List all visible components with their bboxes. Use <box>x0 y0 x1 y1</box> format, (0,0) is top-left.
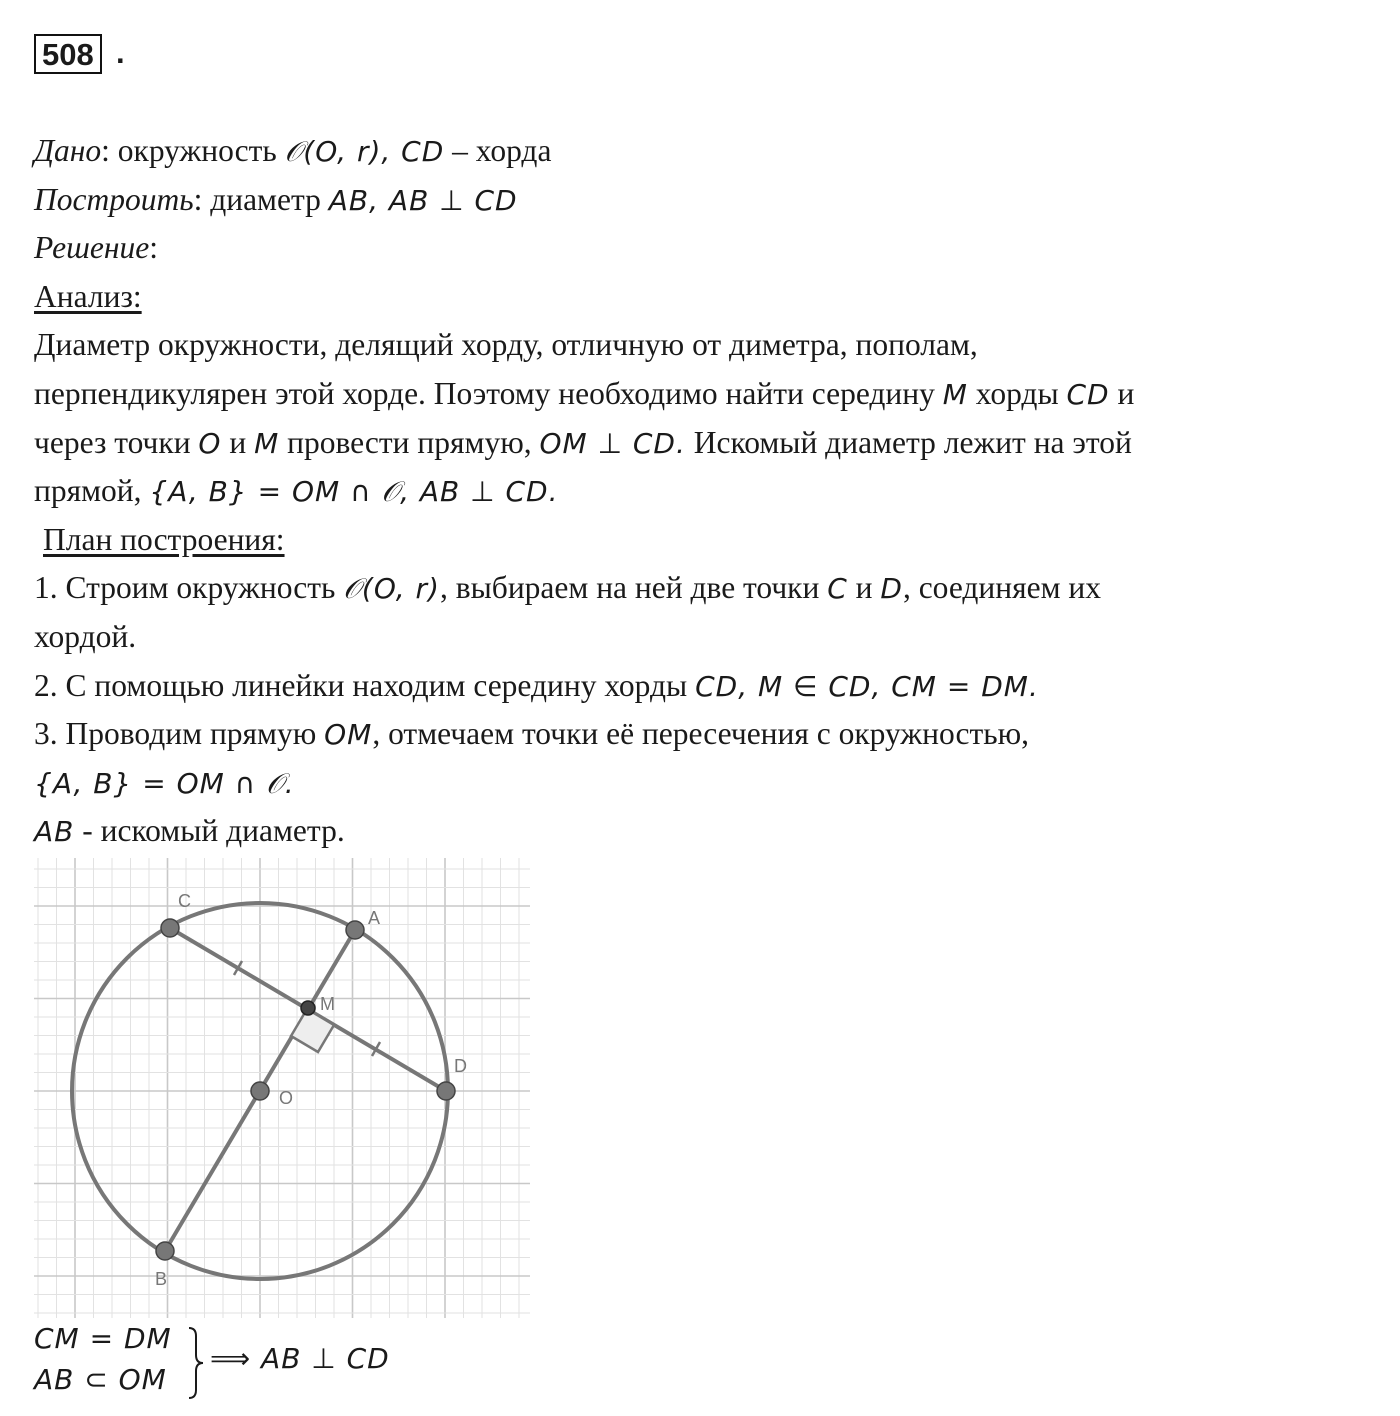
solution-sep: : <box>149 230 158 266</box>
conclusion-system <box>34 1322 454 1412</box>
label-O: O <box>279 1088 294 1108</box>
analysis-text-3a: через точки <box>34 424 199 460</box>
plan-step-3-math-a: OM <box>324 718 373 752</box>
analysis-text-1: Диаметр окружности, делящий хорду, отличную от диметра, пополам, <box>34 327 978 363</box>
plan-step-3-math-b: {A, B} = OM ∩ 𝒪. <box>34 766 295 800</box>
task-sep: : диаметр <box>193 181 329 217</box>
plan-heading-line <box>34 516 1374 565</box>
solution-label: Решение <box>34 230 150 266</box>
plan-result-math: AB <box>34 815 75 849</box>
problem-number-box <box>34 34 102 74</box>
plan-step-3-text-a: 3. Проводим прямую <box>34 716 325 752</box>
analysis-math-3c: OM ⊥ CD. <box>539 426 686 460</box>
point-O <box>251 1082 269 1100</box>
plan-step-1-text-d: , соединяем их <box>902 570 1102 606</box>
plan-step-1 <box>34 564 1374 613</box>
analysis-text-2c: и <box>1109 375 1135 411</box>
given-sep: : окружность <box>101 133 285 168</box>
plan-result <box>34 807 1374 856</box>
plan-step-3-text-b: , отмечаем точки её пересечения с окружностью, <box>372 716 1030 752</box>
analysis-text-2b: хорды <box>967 375 1067 411</box>
point-M <box>301 1001 315 1015</box>
label-A: A <box>368 908 381 928</box>
right-brace <box>186 1326 206 1400</box>
point-B <box>156 1242 174 1260</box>
solution-line <box>34 224 1374 273</box>
analysis-text-2a: перпендикулярен этой хорде. Поэтому необходимо найти середину <box>34 375 943 411</box>
problem-number-suffix: . <box>116 35 125 70</box>
plan-step-3 <box>34 710 1374 759</box>
plan-step-2-text: 2. С помощью линейки находим середину хорды <box>34 667 696 703</box>
label-M: M <box>320 994 335 1014</box>
solution-text <box>34 127 1374 856</box>
task-line <box>34 176 1374 225</box>
plan-step-1-text-e: хордой. <box>34 618 137 654</box>
plan-step-1-text-b: , выбираем на ней две точки <box>440 570 828 606</box>
plan-step-1-math-b: C <box>827 572 848 606</box>
conclusion-line-1: CM = DM <box>34 1322 172 1355</box>
plan-step-2 <box>34 662 1374 711</box>
analysis-math-4: {A, B} = OM ∩ 𝒪, AB ⊥ CD. <box>149 475 559 509</box>
conclusion-line-2: AB ⊂ OM <box>34 1363 167 1396</box>
plan-heading: План построения: <box>43 521 285 557</box>
point-D <box>437 1082 455 1100</box>
plan-step-1-text-c: и <box>847 570 881 606</box>
conclusion-result: ⟹ AB ⊥ CD <box>210 1342 390 1375</box>
label-D: D <box>454 1056 467 1076</box>
plan-step-1-math-c: D <box>880 572 903 606</box>
analysis-text-4a: прямой, <box>34 473 150 509</box>
plan-step-2-math: CD, M ∈ CD, CM = DM. <box>695 669 1039 703</box>
analysis-math-2b: CD <box>1066 377 1110 411</box>
analysis-line-1 <box>34 321 1374 370</box>
plan-result-text: - искомый диаметр. <box>74 813 345 849</box>
analysis-heading-line <box>34 273 1374 322</box>
label-B: B <box>155 1269 168 1289</box>
analysis-heading: Анализ: <box>34 278 142 314</box>
plan-step-3-cont <box>34 759 1374 808</box>
given-label: Дано <box>34 133 102 168</box>
plan-step-1-math-a: 𝒪(O, r) <box>343 572 440 606</box>
analysis-math-3b: M <box>254 426 280 460</box>
analysis-line-3 <box>34 419 1374 468</box>
analysis-line-4 <box>34 467 1374 516</box>
point-A <box>346 921 364 939</box>
analysis-line-2 <box>34 370 1374 419</box>
given-tail: – хорда <box>444 133 552 168</box>
given-line <box>34 127 1374 176</box>
analysis-text-3c: провести прямую, <box>279 424 540 460</box>
analysis-math-3a: O <box>198 426 222 460</box>
plan-step-1-cont <box>34 613 1374 662</box>
given-math: 𝒪(O, r), CD <box>284 135 445 168</box>
analysis-text-3d: Искомый диаметр лежит на этой <box>685 424 1132 460</box>
plan-step-1-text-a: 1. Строим окружность <box>34 570 344 606</box>
construction-figure <box>34 858 530 1318</box>
task-math: AB, AB ⊥ CD <box>328 183 518 217</box>
analysis-math-2a: M <box>942 377 968 411</box>
analysis-text-3b: и <box>221 424 255 460</box>
point-C <box>161 919 179 937</box>
label-C: C <box>178 891 191 911</box>
task-label: Построить <box>34 181 194 217</box>
problem-number: 508 <box>42 37 94 72</box>
